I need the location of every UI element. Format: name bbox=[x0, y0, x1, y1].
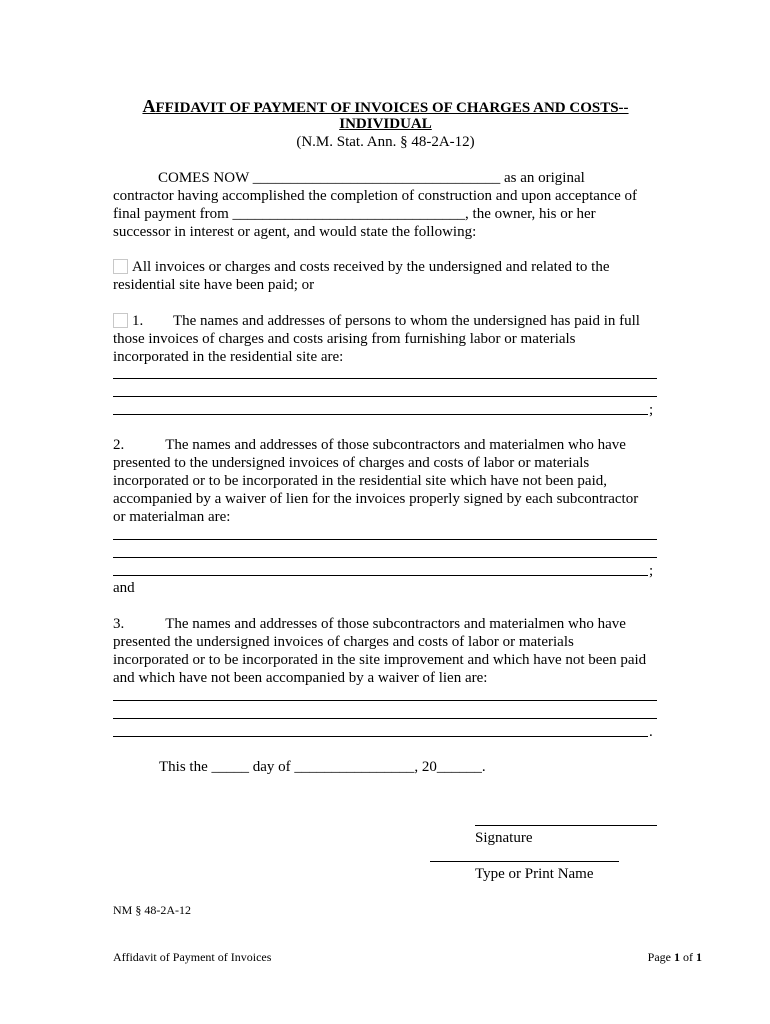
option-a-paragraph bbox=[113, 258, 658, 294]
item-1-line: incorporated in the residential site are: bbox=[113, 349, 344, 365]
item-2-line: 2. The names and addresses of those subcontractors and materialmen who have bbox=[113, 437, 626, 453]
date-line: This the _____ day of ________________, 20______. bbox=[159, 759, 486, 775]
item-2-paragraph bbox=[113, 436, 658, 526]
current-page: 1 bbox=[674, 950, 680, 964]
item-3-line: presented the undersigned invoices of charges and costs of labor or materials bbox=[113, 634, 574, 650]
intro-line: final payment from _______________________________, the owner, his or her bbox=[113, 206, 596, 222]
item-3-blank-line[interactable] bbox=[113, 700, 657, 701]
item-1-blank-line[interactable] bbox=[113, 396, 657, 397]
footer-page-number: Page 1 of 1 bbox=[647, 950, 702, 964]
item-3-paragraph bbox=[113, 615, 658, 687]
item-2-blank-line[interactable] bbox=[113, 557, 657, 558]
document-title bbox=[113, 97, 658, 117]
footer-title: Affidavit of Payment of Invoices bbox=[113, 950, 272, 964]
item-3-period: . bbox=[649, 724, 653, 740]
item-2-line: or materialman are: bbox=[113, 509, 231, 525]
signature-label: Signature bbox=[475, 830, 533, 846]
title-initial: A bbox=[142, 96, 156, 116]
intro-line: contractor having accomplished the completion of construction and upon acceptance of bbox=[113, 188, 637, 204]
item-3-line: 3. The names and addresses of those subcontractors and materialmen who have bbox=[113, 616, 626, 632]
item-3-blank-line[interactable] bbox=[113, 736, 648, 737]
item-2-semicolon: ; bbox=[649, 563, 654, 579]
option-a-line: residential site have been paid; or bbox=[113, 277, 315, 293]
item-1-blank-line[interactable] bbox=[113, 378, 657, 379]
item-2-blank-line[interactable] bbox=[113, 575, 648, 576]
item-1-paragraph bbox=[113, 312, 658, 366]
item-3-blank-line[interactable] bbox=[113, 718, 657, 719]
item-1-semicolon: ; bbox=[649, 402, 654, 418]
option-a-checkbox[interactable] bbox=[113, 259, 128, 274]
item-3-line: incorporated or to be incorporated in the site improvement and which have not been paid bbox=[113, 652, 647, 668]
total-pages: 1 bbox=[696, 950, 702, 964]
and-text: and bbox=[113, 580, 135, 596]
intro-line: COMES NOW _________________________________ as an original bbox=[113, 170, 585, 186]
item-1-line: 1. The names and addresses of persons to whom the undersigned has paid in full bbox=[132, 313, 640, 329]
intro-paragraph bbox=[113, 169, 658, 241]
item-1-line: those invoices of charges and costs arising from furnishing labor or materials bbox=[113, 331, 576, 347]
item-2-line: presented to the undersigned invoices of charges and costs of labor or materials bbox=[113, 455, 590, 471]
type-print-label: Type or Print Name bbox=[475, 866, 594, 882]
statute-reference: NM § 48-2A-12 bbox=[113, 903, 191, 917]
item-2-line: accompanied by a waiver of lien for the invoices properly signed by each subcontractor bbox=[113, 491, 639, 507]
option-a-line: All invoices or charges and costs received by the undersigned and related to the bbox=[132, 259, 610, 275]
item-2-line: incorporated or to be incorporated in the residential site which have not been paid, bbox=[113, 473, 607, 489]
statute-subtitle: (N.M. Stat. Ann. § 48-2A-12) bbox=[296, 134, 475, 150]
item-3-line: and which have not been accompanied by a waiver of lien are: bbox=[113, 670, 488, 686]
intro-line: successor in interest or agent, and would state the following: bbox=[113, 224, 477, 240]
item-1-checkbox[interactable] bbox=[113, 313, 128, 328]
title-rest: FFIDAVIT OF PAYMENT OF INVOICES OF CHARGES AND COSTS-- bbox=[155, 100, 629, 116]
item-2-blank-line[interactable] bbox=[113, 539, 657, 540]
item-1-blank-line[interactable] bbox=[113, 414, 648, 415]
signature-line[interactable] bbox=[475, 825, 657, 826]
printed-name-line[interactable] bbox=[430, 861, 619, 862]
document-title-line2: INDIVIDUAL bbox=[339, 116, 432, 132]
